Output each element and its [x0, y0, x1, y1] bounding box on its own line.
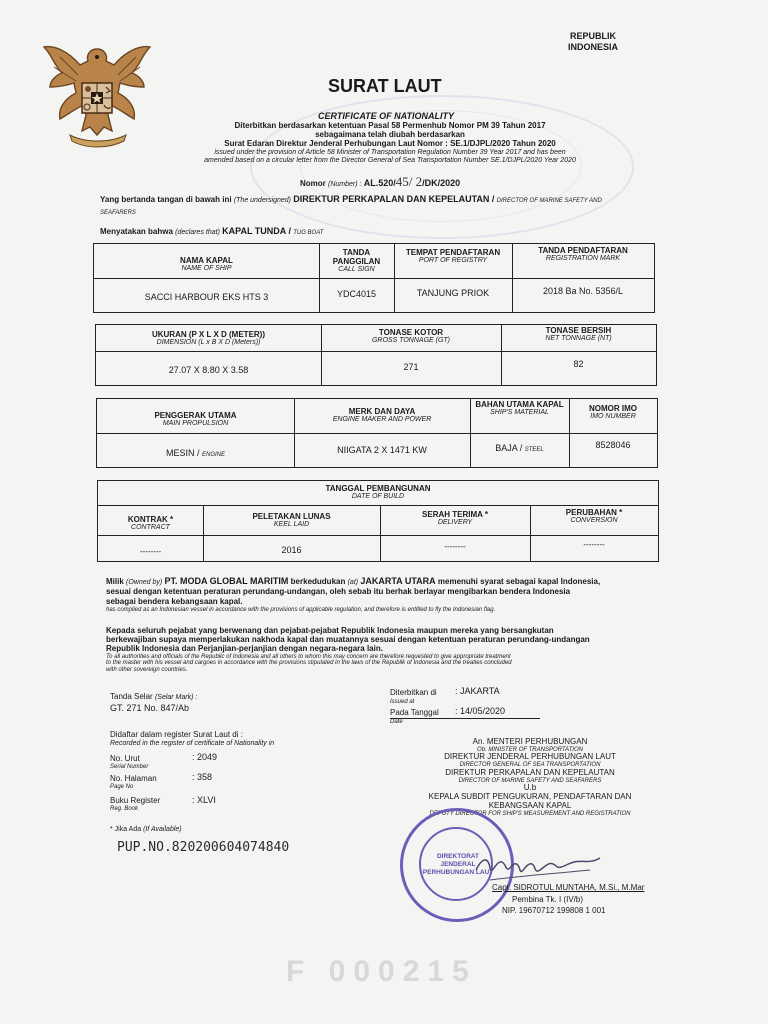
- page-title: SURAT LAUT: [328, 76, 442, 96]
- reg-book-label: Buku Register Reg. Book: [110, 796, 161, 812]
- reg-book-value: : XLVI: [192, 795, 216, 805]
- gross-tonnage-header: TONASE KOTOR GROSS TONNAGE (GT): [371, 328, 451, 345]
- dimension-table: [95, 324, 657, 386]
- ship-material-value: BAJA / STEEL: [495, 443, 544, 453]
- ship-identity-table: [93, 243, 655, 313]
- dimension-value: 27.07 X 8.80 X 3.58: [168, 365, 249, 375]
- undersigned-line: Yang bertanda tangan di bawah ini (The undersigned) DIREKTUR PERKAPALAN DAN KEPELAUTAN / DIRECTOR OF MARINE SAFETY AND: [100, 194, 602, 204]
- port-registry-header: TEMPAT PENDAFTARAN PORT OF REGISTRY: [405, 248, 501, 265]
- country-label: REPUBLIK INDONESIA: [567, 31, 618, 52]
- register-label: Didaftar dalam register Surat Laut di :: [110, 730, 243, 739]
- gross-tonnage-value: 271: [403, 362, 419, 372]
- net-tonnage-header: TONASE BERSIH NET TONNAGE (NT): [545, 326, 612, 343]
- signer-nip: NIP. 19670712 199808 1 001: [502, 906, 606, 915]
- propulsion-value: MESIN / ENGINE: [165, 448, 226, 458]
- port-registry-value: TANJUNG PRIOK: [416, 288, 490, 298]
- request-paragraph: Kepada seluruh pejabat yang berwenang dan pejabat-pejabat Republik Indonesia maupun mereka yang bersangkutan berkewajiban supaya memperlakukan nakhoda kapal dan muatannya sesuai dengan ketentuan peraturan perundang-undangan Republik Indonesia dan Perjanjian-perjanjian dengan negara-negara lain. To all authorities and officials of the Republic of Indonesia and all others to whom this may concern are therefore requested to give appropriate treatment to the master with his vessel and cargoes in accordance with the provisions stipulated in the laws of the Republik of Indonesia and the treaties concluded with other sovereign countries.: [106, 626, 590, 674]
- issued-at-label: Diterbitkan di: [390, 688, 437, 697]
- engine-maker-value: NIIGATA 2 X 1471 KW: [337, 445, 427, 455]
- delivery-value: --------: [444, 542, 466, 551]
- document-serial: F 000215: [286, 955, 477, 988]
- page-number-value: : 358: [192, 772, 213, 782]
- declares-line: Menyatakan bahwa (declares that) KAPAL TUNDA / TUG BOAT: [100, 226, 324, 236]
- serial-number-value: : 2049: [192, 752, 218, 762]
- selar-mark-label: Tanda Selar (Selar Mark) :: [110, 692, 198, 701]
- build-date-title: TANGGAL PEMBANGUNAN DATE OF BUILD: [325, 484, 431, 501]
- build-date-table: [97, 480, 659, 562]
- signatory-block: An. MENTERI PERHUBUNGAN Ob. MINISTER OF TRANSPORTATION DIREKTUR JENDERAL PERHUBUNGAN LAUT DIRECTOR GENERAL OF SEA TRANSPORTATION DIREKTUR PERKAPALAN DAN KEPELAUTAN DIRECTOR OF MARINE SAFETY AND SEAFARERS U.b KEPALA SUBDIT PENGUKURAN, PENDAFTARAN DAN KEBANGSAAN KAPAL DEPUTY DIRECTOR FOR SHIP'S MEASUREMENT AND REGISTRATION: [428, 737, 632, 817]
- engine-maker-header: MERK DAN DAYA ENGINE MAKER AND POWER: [332, 407, 432, 424]
- pup-number: PUP.NO.820200604074840: [117, 840, 290, 855]
- date-en: Date: [390, 719, 403, 725]
- issued-at-en: Issued at: [390, 699, 415, 705]
- registration-mark-header: TANDA PENDAFTARAN REGISTRATION MARK: [538, 246, 628, 263]
- ship-name-value: SACCI HARBOUR EKS HTS 3: [144, 292, 269, 302]
- conversion-header: PERUBAHAN * CONVERSION: [565, 508, 623, 525]
- issued-at-value: : JAKARTA: [455, 686, 500, 696]
- propulsion-table: [96, 398, 658, 468]
- net-tonnage-value: 82: [573, 359, 584, 369]
- ship-material-header: BAHAN UTAMA KAPAL SHIP'S MATERIAL: [475, 400, 564, 417]
- contract-header: KONTRAK * CONTRACT: [127, 515, 174, 532]
- undersigned-line-en: SEAFARERS: [100, 210, 136, 216]
- register-label-en: Recorded in the register of certificate of Nationality in: [110, 740, 275, 747]
- dimension-header: UKURAN (P X L X D (METER)) DIMENSION (L x B X D (Meters)): [151, 330, 266, 347]
- conversion-value: --------: [583, 540, 605, 549]
- keel-laid-header: PELETAKAN LUNAS KEEL LAID: [252, 512, 331, 529]
- date-divider: [390, 718, 540, 719]
- imo-number-header: NOMOR IMO IMO NUMBER: [589, 404, 637, 421]
- serial-number-label: No. Urut Serial Number: [110, 754, 149, 770]
- date-label: Pada Tanggal: [390, 708, 439, 717]
- certificate-number: Nomor (Number) : AL.520/45/ 2/DK/2020: [300, 174, 461, 189]
- registration-mark-value: 2018 Ba No. 5356/L: [542, 286, 624, 296]
- signer-name: Capt. SIDROTUL MUNTAHA, M.Si., M.Mar: [492, 883, 645, 892]
- page-subtitle: CERTIFICATE OF NATIONALITY: [318, 111, 454, 121]
- contract-value: --------: [139, 547, 162, 556]
- date-value: : 14/05/2020: [455, 706, 506, 716]
- signer-rank: Pembina Tk. I (IV/b): [512, 895, 583, 904]
- imo-number-value: 8528046: [595, 440, 631, 450]
- keel-laid-value: 2016: [281, 545, 302, 555]
- garuda-emblem-icon: [40, 35, 155, 155]
- call-sign-value: YDC4015: [336, 289, 377, 299]
- if-available-note: * Jika Ada (If Available): [110, 826, 182, 833]
- ownership-paragraph: Milik (Owned by) PT. MODA GLOBAL MARITIM berkedudukan (at) JAKARTA UTARA memenuhi syarat sebagai kapal Indonesia, sesuai dengan ketentuan peraturan perundang-undangan, oleh sebab itu berhak berlayar mengibarkan bendera Indonesia sebagai bendera kebangsaan kapal. has complied as an Indonesian vessel in accordance with the provisions of applicable regulation, and therefore is entitled to fly the Indonesian flag.: [106, 576, 601, 613]
- issued-provision: Diterbitkan berdasarkan ketentuan Pasal 58 Permenhub Nomor PM 39 Tahun 2017 sebagaimana telah diubah berdasarkan Surat Edaran Direktur Jenderal Perhubungan Laut Nomor : SE.1/DJPL/2020 Tahun 2020 issued under the provision of Article 58 Minister of Transportation Regulation Number 39 Year 2017 and has been amended based on a circular letter from the Director General of Sea Transportation Number SE.1/DJPL/2020 Year 2020: [204, 121, 576, 164]
- stamp-text: DIREKTORAT JENDERAL PERHUBUNGAN LAUT: [422, 853, 494, 876]
- propulsion-header: PENGGERAK UTAMA MAIN PROPULSION: [154, 411, 237, 428]
- page-number-label: No. Halaman Page No: [110, 774, 157, 790]
- delivery-header: SERAH TERIMA * DELIVERY: [422, 510, 488, 527]
- ship-name-header: NAMA KAPAL NAME OF SHIP: [180, 256, 233, 273]
- selar-mark-value: GT. 271 No. 847/Ab: [110, 703, 190, 713]
- call-sign-header: TANDA PANGGILAN CALL SIGN: [332, 248, 381, 274]
